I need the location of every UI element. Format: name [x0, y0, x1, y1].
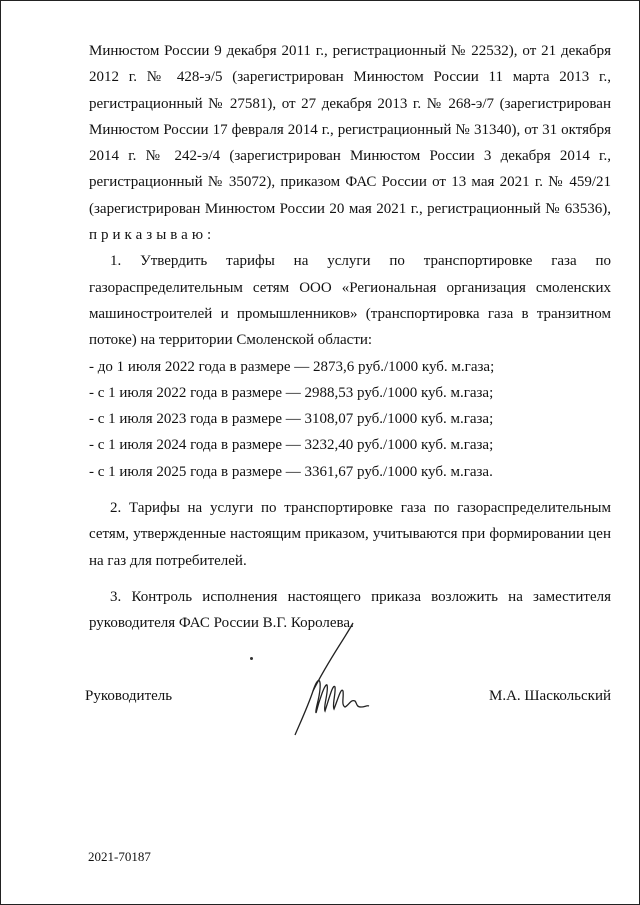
spacer	[89, 574, 611, 584]
tariff-item-1: - до 1 июля 2022 года в размере — 2873,6 руб./1000 куб. м.газа;	[89, 358, 495, 375]
intro-line-4: Минюстом России 17 февраля 2014 г., регистрационный № 31340), от 31 октября	[89, 121, 611, 138]
intro-line-5: 2014 г. № 242-э/4 (зарегистрирован Минюстом России 3 декабря 2014 г.,	[89, 148, 611, 165]
item1-line-3: машиностроителей и промышленников» (транспортировка газа в транзитном	[89, 305, 611, 322]
handwritten-signature-icon	[283, 621, 383, 741]
item2-line-3: на газ для потребителей.	[89, 552, 247, 569]
item1-line-2: газораспределительным сетям ООО «Региональная организация смоленских	[89, 279, 611, 296]
signatory-title: Руководитель	[85, 688, 173, 704]
order-word: приказываю:	[89, 227, 216, 244]
intro-line-7: (зарегистрирован Минюстом России 20 мая 2021 г., регистрационный № 63536),	[89, 200, 611, 217]
document-number: 2021-70187	[88, 849, 151, 864]
item3-line-2: руководителя ФАС России В.Г. Королева.	[89, 615, 354, 632]
tariff-item-5: - с 1 июля 2025 года в размере — 3361,67 руб./1000 куб. м.газа.	[89, 463, 493, 480]
item1-line-1: 1. Утвердить тарифы на услуги по транспортировке газа по	[110, 253, 611, 270]
ink-dot	[250, 657, 253, 660]
intro-line-1: Минюстом России 9 декабря 2011 г., регистрационный № 22532), от 21 декабря	[89, 43, 611, 59]
intro-line-3: регистрационный № 27581), от 27 декабря 2013 г. № 268-э/7 (зарегистрирован	[89, 95, 611, 112]
spacer	[89, 485, 611, 495]
tariff-item-2: - с 1 июля 2022 года в размере — 2988,53 руб./1000 куб. м.газа;	[89, 384, 494, 401]
item2-line-2: сетям, утвержденные настоящим приказом, учитываются при формировании цен	[89, 526, 611, 543]
tariff-item-4: - с 1 июля 2024 года в размере — 3232,40 руб./1000 куб. м.газа;	[89, 437, 494, 454]
tariff-item-3: - с 1 июля 2023 года в размере — 3108,07 руб./1000 куб. м.газа;	[89, 411, 494, 428]
item1-line-4: потоке) на территории Смоленской области:	[89, 332, 373, 349]
item3-line-1: 3. Контроль исполнения настоящего приказа возложить на заместителя	[110, 588, 611, 605]
signatory-name: М.А. Шаскольский	[489, 688, 612, 704]
intro-line-2: 2012 г. № 428-э/5 (зарегистрирован Минюстом России 11 марта 2013 г.,	[89, 69, 611, 86]
item2-line-1: 2. Тарифы на услуги по транспортировке газа по газораспределительным	[110, 500, 611, 517]
document-body	[89, 38, 611, 637]
intro-line-6: регистрационный № 35072), приказом ФАС России от 13 мая 2021 г. № 459/21	[89, 174, 611, 191]
